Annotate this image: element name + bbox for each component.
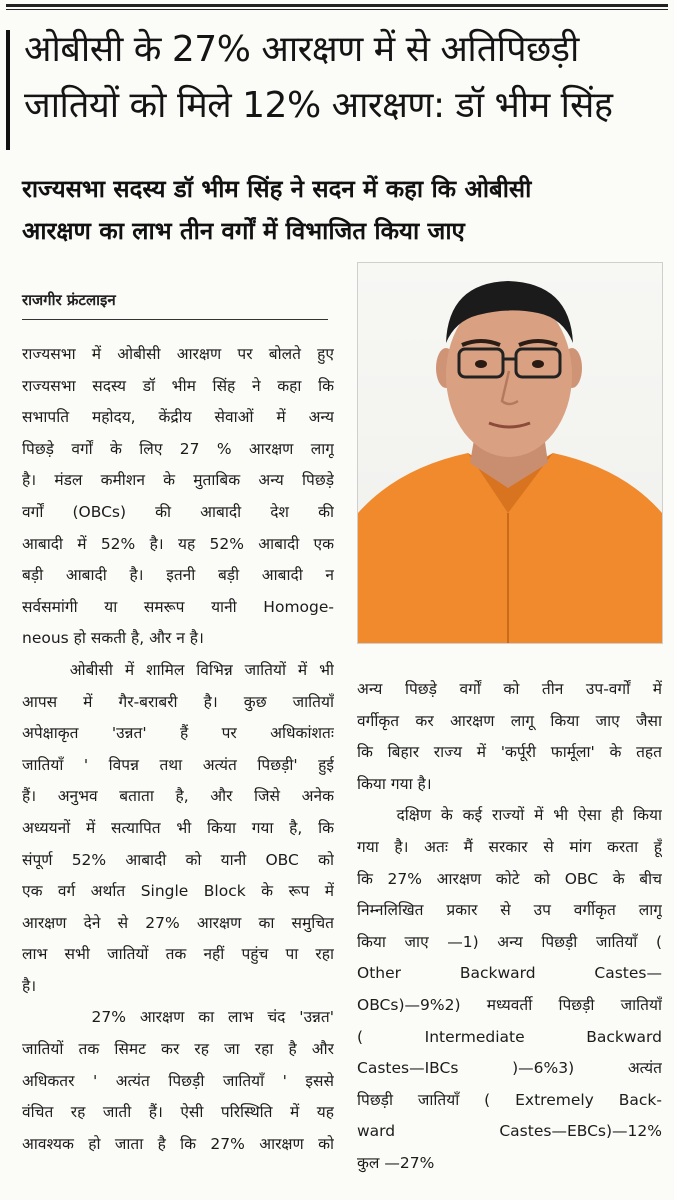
body-line: एक वर्ग अर्थात Single Block के रूप में — [22, 882, 334, 901]
body-line: वर्गों (OBCs) की आबादी देश की — [22, 502, 334, 521]
body-line: पिछड़ी जातियाँ ( Extremely Back- — [357, 1090, 662, 1109]
portrait-photo — [357, 262, 663, 644]
body-line: Other Backward Castes— — [357, 964, 662, 983]
body-line: Castes—IBCs )—6%3) अत्यंत — [357, 1059, 662, 1078]
body-line: ओबीसी में शामिल विभिन्न जातियों में भी — [22, 660, 334, 679]
body-line: अधिकतर ' अत्यंत पिछड़ी जातियाँ ' इससे — [22, 1071, 334, 1090]
body-line: दक्षिण के कई राज्यों में भी ऐसा ही किया — [357, 806, 662, 825]
body-line: आरक्षण देने से 27% आरक्षण का समुचित — [22, 913, 334, 932]
body-line: ( Intermediate Backward — [357, 1027, 662, 1046]
body-line: राज्यसभा में ओबीसी आरक्षण पर बोलते हुए — [22, 345, 334, 363]
body-line: ward Castes—EBCs)—12% — [357, 1122, 662, 1141]
body-line: neous हो सकती है, और न है। — [22, 629, 204, 648]
body-line: बड़ी आबादी है। इतनी बड़ी आबादी न — [22, 566, 334, 585]
body-line: सभापति महोदय, केंद्रीय सेवाओं में अन्य — [22, 408, 334, 427]
article-body-right-column — [357, 674, 662, 1180]
headline-accent-bar — [6, 30, 10, 150]
byline-rule — [22, 319, 328, 320]
body-line: गया है। अतः मैं सरकार से मांग करता हूँ — [357, 837, 662, 856]
body-line: वंचित रह जाती हैं। ऐसी परिस्थिति में यह — [22, 1103, 334, 1122]
article-body-left-column — [22, 339, 334, 1160]
body-line: कि बिहार राज्य में 'कर्पूरी फार्मूला' के तहत — [357, 743, 662, 762]
body-line: राज्यसभा सदस्य डॉ भीम सिंह ने कहा कि — [22, 376, 334, 395]
body-line: जातियों तक सिमट कर रह जा रहा है और — [22, 1040, 334, 1059]
body-line: आवश्यक हो जाता है कि 27% आरक्षण को — [22, 1134, 334, 1153]
body-line: OBCs)—9%2) मध्यवर्ती पिछड़ी जातियाँ — [357, 995, 662, 1014]
body-line: निम्नलिखित प्रकार से उप वर्गीकृत लागू — [357, 901, 662, 920]
body-line: वर्गीकृत कर आरक्षण लागू किया जाए जैसा — [357, 711, 662, 730]
headline-line: जातियों को मिले 12% आरक्षण: डॉ भीम सिंह — [24, 85, 613, 126]
body-line: अध्ययनों में सत्यापित भी किया गया है, कि — [22, 818, 334, 837]
body-line: संपूर्ण 52% आबादी को यानी OBC को — [22, 850, 334, 869]
subheadline-line: आरक्षण का लाभ तीन वर्गों में विभाजित किया जाए — [22, 217, 465, 245]
body-line: पिछड़े वर्गों के लिए 27 % आरक्षण लागू — [22, 439, 334, 458]
body-line: आपस में गैर-बराबरी है। कुछ जातियाँ — [22, 692, 334, 711]
body-line: कि 27% आरक्षण कोटे को OBC के बीच — [357, 869, 662, 888]
subheadline-line: राज्यसभा सदस्य डॉ भीम सिंह ने सदन में कहा कि ओबीसी — [22, 175, 532, 203]
body-line: 27% आरक्षण का लाभ चंद 'उन्नत' — [22, 1008, 334, 1027]
body-line: जातियाँ ' विपन्न तथा अत्यंत पिछड़ी' हुई — [22, 755, 334, 774]
byline: राजगीर फ्रंटलाइन — [22, 291, 116, 309]
subheadline — [22, 168, 662, 252]
body-line: अन्य पिछड़े वर्गों को तीन उप-वर्गों में — [357, 680, 662, 698]
headline-line: ओबीसी के 27% आरक्षण में से अतिपिछड़ी — [24, 29, 579, 70]
body-line: है। मंडल कमीशन के मुताबिक अन्य पिछड़े — [22, 471, 334, 490]
body-line: किया गया है। — [357, 774, 432, 793]
body-line: सर्वसमांगी या समरूप यानी Homoge- — [22, 597, 334, 616]
headline — [24, 22, 664, 134]
body-line: लाभ सभी जातियों तक नहीं पहुंच पा रहा — [22, 945, 334, 964]
body-line: हैं। अनुभव बताता है, और जिसे अनेक — [22, 787, 334, 806]
body-line: किया जाए —1) अन्य पिछड़ी जातियाँ ( — [357, 932, 662, 951]
top-rule — [6, 4, 668, 7]
body-line: आबादी में 52% है। यह 52% आबादी एक — [22, 534, 334, 553]
body-line: है। — [22, 976, 37, 995]
body-line: कुल —27% — [357, 1153, 435, 1172]
portrait-illustration — [358, 263, 662, 643]
top-rule-thin — [6, 9, 668, 10]
body-line: अपेक्षाकृत 'उन्नत' हैं पर अधिकांशतः — [22, 724, 334, 743]
